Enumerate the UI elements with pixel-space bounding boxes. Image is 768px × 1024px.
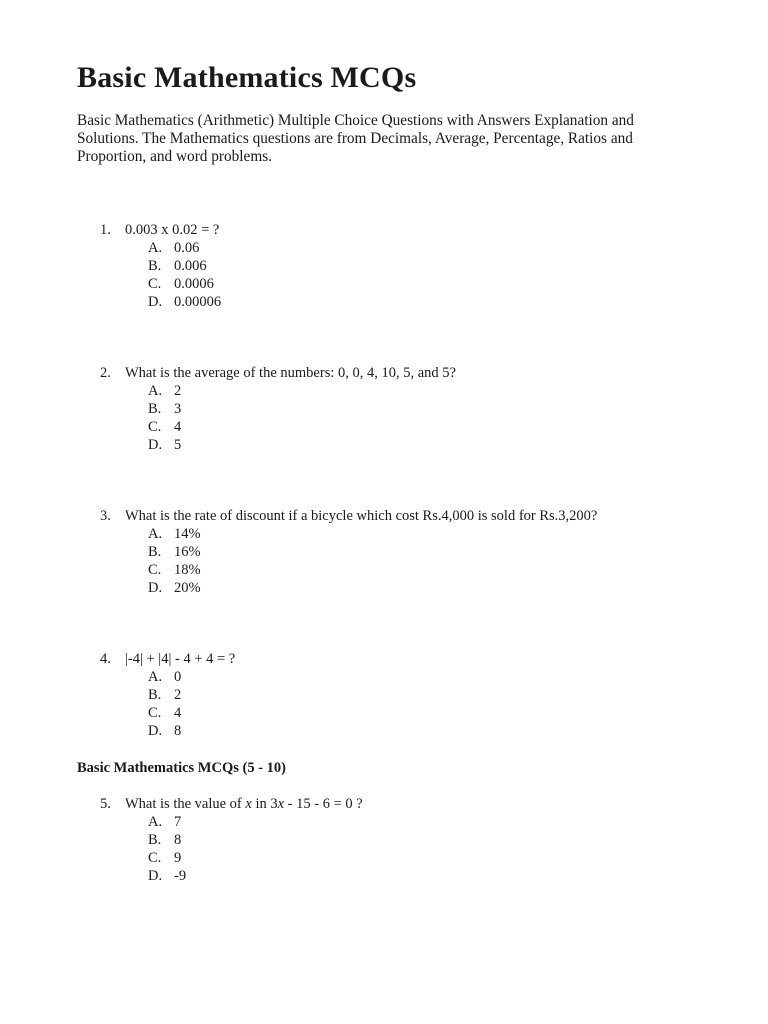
option-letter: C. [148,705,162,721]
question-text-part: What is the value of [125,796,246,812]
option-a [100,382,456,400]
option-text: -9 [174,868,187,884]
option-b [100,831,363,849]
question-number: 3. [100,508,111,524]
question-text: What is the rate of discount if a bicycle which cost Rs.4,000 is sold for Rs.3,200? [125,508,598,524]
intro-paragraph: Basic Mathematics (Arithmetic) Multiple Choice Questions with Answers Explanation and Solutions. The Mathematics questions are from Decimals, Average, Percentage, Ratios and Proportion, and word problems. [77,112,634,165]
option-text: 0.0006 [174,276,214,292]
question-number: 5. [100,796,111,812]
option-a [100,813,363,831]
question-number: 2. [100,365,111,381]
question-stem [100,650,235,668]
question-stem [100,507,597,525]
option-d [100,722,235,740]
option-letter: A. [148,669,163,685]
question-stem [100,221,221,239]
question-3 [100,507,597,597]
option-d [100,436,456,454]
variable-x: x [277,796,285,812]
option-text: 8 [174,832,182,848]
option-d [100,293,221,311]
option-letter: D. [148,723,163,739]
option-a [100,525,597,543]
option-letter: D. [148,868,163,884]
option-text: 0.06 [174,240,200,256]
option-letter: D. [148,294,163,310]
option-letter: C. [148,562,162,578]
option-b [100,686,235,704]
option-letter: B. [148,544,162,560]
option-c [100,849,363,867]
option-text: 0 [174,669,182,685]
option-text: 7 [174,814,182,830]
question-number: 1. [100,222,111,238]
option-text: 2 [174,383,182,399]
option-b [100,400,456,418]
option-list [100,668,235,740]
question-number: 4. [100,651,111,667]
option-b [100,257,221,275]
option-text: 8 [174,723,182,739]
option-letter: A. [148,814,163,830]
question-stem [100,364,456,382]
option-c [100,418,456,436]
option-text: 5 [174,437,182,453]
variable-x: x [245,796,252,812]
option-text: 0.006 [174,258,207,274]
option-text: 4 [174,419,182,435]
option-list [100,239,221,311]
question-5 [100,795,363,885]
option-text: 20% [174,580,201,596]
question-1 [100,221,221,311]
option-letter: A. [148,526,163,542]
option-letter: D. [148,437,163,453]
option-letter: B. [148,687,162,703]
option-text: 14% [174,526,201,542]
question-text: 0.003 x 0.02 = ? [125,222,220,238]
option-text: 4 [174,705,182,721]
option-letter: C. [148,276,162,292]
option-letter: C. [148,850,162,866]
question-text: |-4| + |4| - 4 + 4 = ? [125,651,236,667]
option-d [100,867,363,885]
option-text: 2 [174,687,182,703]
option-list [100,382,456,454]
page-title: Basic Mathematics MCQs [77,61,417,94]
option-text: 0.00006 [174,294,222,310]
option-list [100,525,597,597]
option-letter: A. [148,383,163,399]
question-stem [100,795,363,813]
question-2 [100,364,456,454]
option-d [100,579,597,597]
option-c [100,275,221,293]
option-letter: B. [148,832,162,848]
option-a [100,239,221,257]
option-text: 3 [174,401,182,417]
option-c [100,561,597,579]
option-text: 18% [174,562,201,578]
option-letter: C. [148,419,162,435]
question-text: What is the average of the numbers: 0, 0, 4, 10, 5, and 5? [125,365,456,381]
option-letter: B. [148,258,162,274]
question-text-part: - 15 - 6 = 0 ? [284,796,363,812]
option-c [100,704,235,722]
option-text: 9 [174,850,182,866]
option-letter: B. [148,401,162,417]
option-b [100,543,597,561]
section-heading: Basic Mathematics MCQs (5 - 10) [77,760,286,776]
option-list [100,813,363,885]
question-text-part: in 3 [251,796,278,812]
question-4 [100,650,235,740]
option-a [100,668,235,686]
option-text: 16% [174,544,201,560]
option-letter: D. [148,580,163,596]
option-letter: A. [148,240,163,256]
